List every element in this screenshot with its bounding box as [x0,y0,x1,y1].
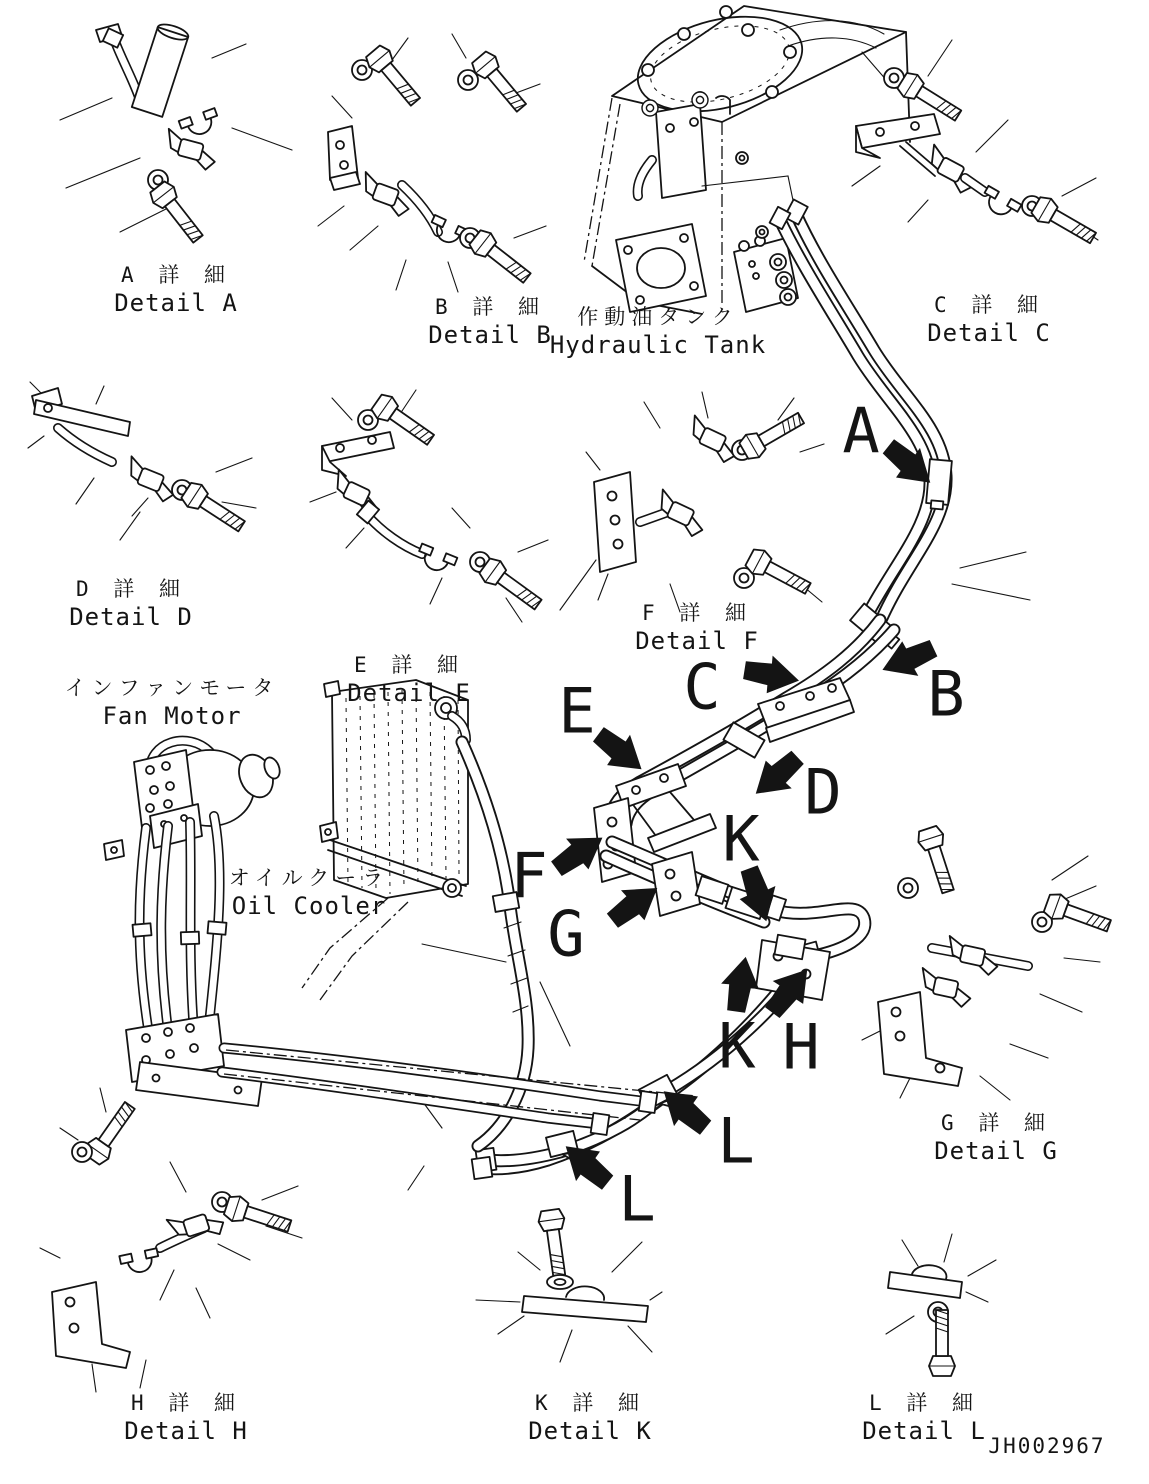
detail-c-art [852,40,1100,249]
oil-cooler-label-en: Oil Cooler [231,892,387,921]
detail-g-label-en: Detail G [934,1137,1058,1166]
detail-g-art [862,825,1113,1100]
detail-a-label-en: Detail A [114,289,238,318]
detail-l-art [886,1234,996,1376]
detail-d-label-en: Detail D [69,603,193,632]
tank-fitting-plate [638,92,730,198]
callout-letter-g: G [547,897,585,971]
detail-l-label-jp: L 詳 細 [869,1390,979,1415]
detail-h-label [124,1390,248,1446]
hydraulic-tank-label-jp: 作動油タンク [577,304,739,329]
callout-letter-l-right: L [717,1104,755,1178]
detail-d-label-jp: D 詳 細 [76,576,186,601]
detail-c-label-en: Detail C [927,319,1051,348]
bracket-g [652,852,700,916]
detail-e-label-jp: E 詳 細 [354,652,464,677]
detail-e-label [347,652,471,708]
detail-d-label [69,576,193,632]
hydraulic-tank-label [550,304,766,360]
detail-f-art [560,392,824,612]
detail-h-label-jp: H 詳 細 [131,1390,241,1415]
detail-a-label [114,262,238,318]
detail-c-label-jp: C 詳 細 [934,292,1044,317]
detail-h-art [40,1088,302,1392]
detail-b-label-jp: B 詳 細 [435,294,545,319]
detail-h-label-en: Detail H [124,1417,248,1446]
tank-flange [616,224,706,312]
drawing-number: JH002967 [988,1434,1106,1458]
fan-motor-label-jp: インファンモータ [64,675,280,700]
detail-l-label-en: Detail L [862,1417,986,1446]
detail-f-label-en: Detail F [635,627,759,656]
detail-a-label-jp: A 詳 細 [121,262,231,287]
detail-k-label-en: Detail K [528,1417,652,1446]
callout-letter-k-top: K [722,802,760,876]
detail-a-art [60,21,292,247]
callout-letter-c: C [683,650,721,724]
detail-f-label-jp: F 詳 細 [642,600,752,625]
detail-k-label [528,1390,652,1446]
detail-b-label [428,294,552,350]
detail-g-label-jp: G 詳 細 [941,1110,1051,1135]
detail-b-art [318,34,546,292]
detail-d-art [28,382,256,540]
callout-letter-f: F [510,839,548,913]
detail-l-label [862,1390,986,1446]
hydraulic-tank-label-en: Hydraulic Tank [549,331,767,360]
callout-letter-k-bottom: K [718,1009,756,1083]
callout-letter-d: D [804,755,842,829]
detail-c-label [927,292,1051,348]
callout-letter-a: A [842,394,880,468]
callout-letter-b: B [927,657,965,731]
callout-letter-h: H [782,1010,820,1084]
oil-cooler-label-jp: オイルクーラ [228,865,390,890]
detail-e-art [310,390,548,622]
fan-motor-label-en: Fan Motor [102,702,242,731]
oil-cooler-label [229,865,390,921]
callout-letter-e: E [558,674,596,748]
hydraulic-tank-art [584,1,910,314]
detail-e-label-en: Detail E [347,679,471,708]
callout-letter-l-left: L [618,1162,656,1236]
detail-b-label-en: Detail B [428,321,552,350]
detail-g-label [934,1110,1058,1166]
clamp-a [926,459,952,510]
detail-f-label [635,600,759,656]
detail-k-label-jp: K 詳 細 [535,1390,645,1415]
fan-motor-label [65,675,280,731]
oil-cooler-art [302,680,468,1000]
